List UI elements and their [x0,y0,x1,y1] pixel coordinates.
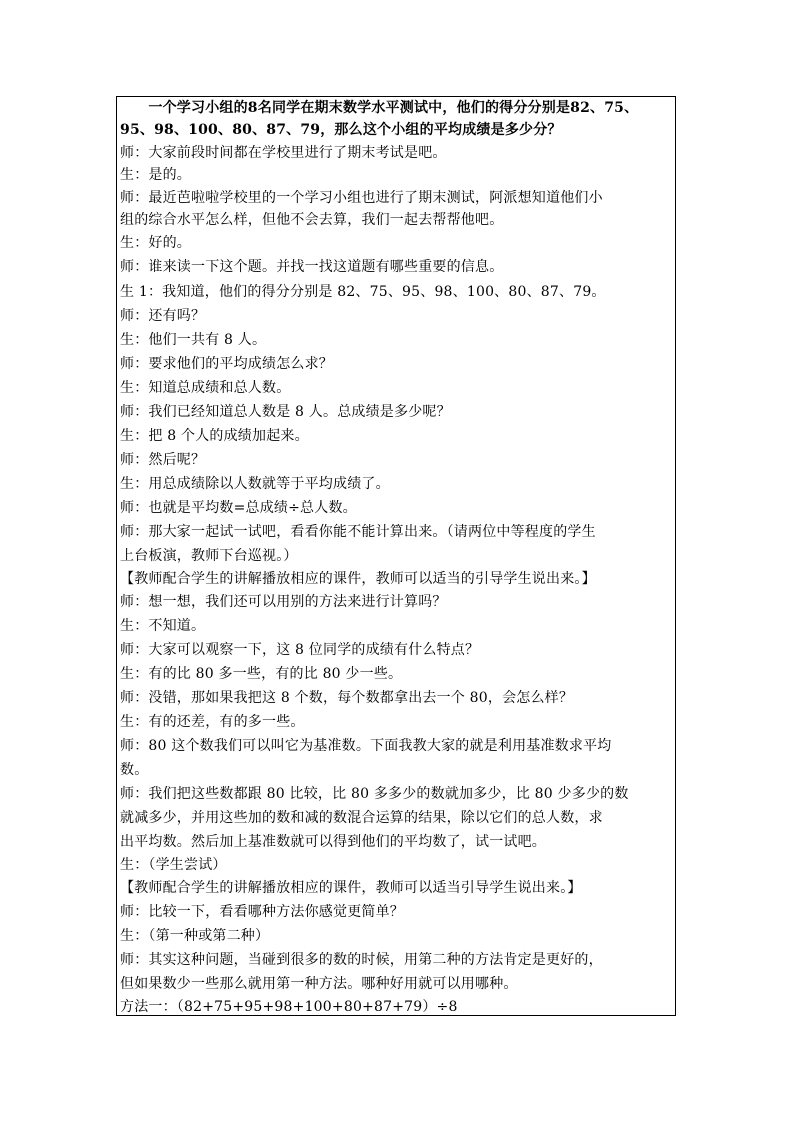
courseware-note: 【教师配合学生的讲解播放相应的课件，教师可以适当引导学生说出来。】 [120,880,582,896]
dialogue-line: 师：谁来读一下这个题。并找一找这道题有哪些重要的信息。 [120,259,504,275]
dialogue-line: 生：（第一种或第二种） [120,928,270,944]
dialogue-line: 生：有的比 80 多一些，有的比 80 少一些。 [120,666,403,682]
dialogue-line: 上台板演，教师下台巡视。） [120,548,298,564]
dialogue-line: 但如果数少一些那么就用第一种方法。哪种好用就可以用哪种。 [120,976,518,992]
dialogue-line: 师：那大家一起试一试吧，看看你能不能计算出来。（请两位中等程度的学生 [120,524,596,540]
dialogue-line: 师：也就是平均数=总成绩÷总人数。 [120,500,357,516]
dialogue-line: 生：知道总成绩和总人数。 [120,380,291,396]
dialogue-line: 生：把 8 个人的成绩加起来。 [120,428,309,444]
dialogue-line: 生：有的还差，有的多一些。 [120,714,305,730]
dialogue-line: 师：还有吗？ [120,308,206,324]
dialogue-line: 师：然后呢？ [120,452,206,468]
dialogue-line: 师：比较一下，看看哪种方法你感觉更简单？ [120,904,404,920]
problem-line-2: 95、98、100、80、87、79，那么这个小组的平均成绩是多少分？ [120,122,562,138]
dialogue-line: 师：要求他们的平均成绩怎么求？ [120,356,333,372]
dialogue-line: 生：他们一共有 8 人。 [120,332,267,348]
dialogue-line: 生 1：我知道，他们的得分分别是 82、75、95、98、100、80、87、79。 [120,284,606,300]
problem-line-1: 一个学习小组的8名同学在期末数学水平测试中，他们的得分分别是82、75、 [120,100,639,116]
courseware-note: 【教师配合学生的讲解播放相应的课件，教师可以适当的引导学生说出来。】 [120,571,596,587]
dialogue-line: 生：用总成绩除以人数就等于平均成绩了。 [120,476,390,492]
dialogue-line: 师：80 这个数我们可以叫它为基准数。下面我教大家的就是利用基准数求平均 [120,738,612,754]
dialogue-line: 组的综合水平怎么样，但他不会去算，我们一起去帮帮他吧。 [120,212,504,228]
dialogue-line: 师：最近芭啦啦学校里的一个学习小组也进行了期末测试，阿派想知道他们小 [120,190,603,206]
dialogue-line: 师：想一想，我们还可以用别的方法来进行计算吗？ [120,594,447,610]
dialogue-line: 数。 [120,762,149,778]
dialogue-line: 生：不知道。 [120,618,206,634]
dialogue-line: 师：我们已经知道总人数是 8 人。总成绩是多少呢？ [120,404,451,420]
dialogue-line: 师：大家可以观察一下，这 8 位同学的成绩有什么特点？ [120,642,480,658]
dialogue-line: 就减多少，并用这些加的数和减的数混合运算的结果，除以它们的总人数，求 [120,810,603,826]
dialogue-line: 出平均数。然后加上基准数就可以得到他们的平均数了，试一试吧。 [120,834,546,850]
dialogue-line: 师：大家前段时间都在学校里进行了期末考试是吧。 [120,145,447,161]
dialogue-line: 师：我们把这些数都跟 80 比较，比 80 多多少的数就加多少，比 80 少多少的数 [120,786,629,802]
dialogue-line: 师：没错，那如果我把这 8 个数，每个数都拿出去一个 80，会怎么样？ [120,690,574,706]
method-one-formula: 方法一：（82+75+95+98+100+80+87+79）÷8 [120,999,458,1015]
dialogue-line: 生：是的。 [120,167,191,183]
dialogue-line: 生：（学生尝试） [120,857,227,873]
dialogue-line: 师：其实这种问题，当碰到很多的数的时候，用第二种的方法肯定是更好的， [120,952,603,968]
dialogue-line: 生：好的。 [120,235,191,251]
